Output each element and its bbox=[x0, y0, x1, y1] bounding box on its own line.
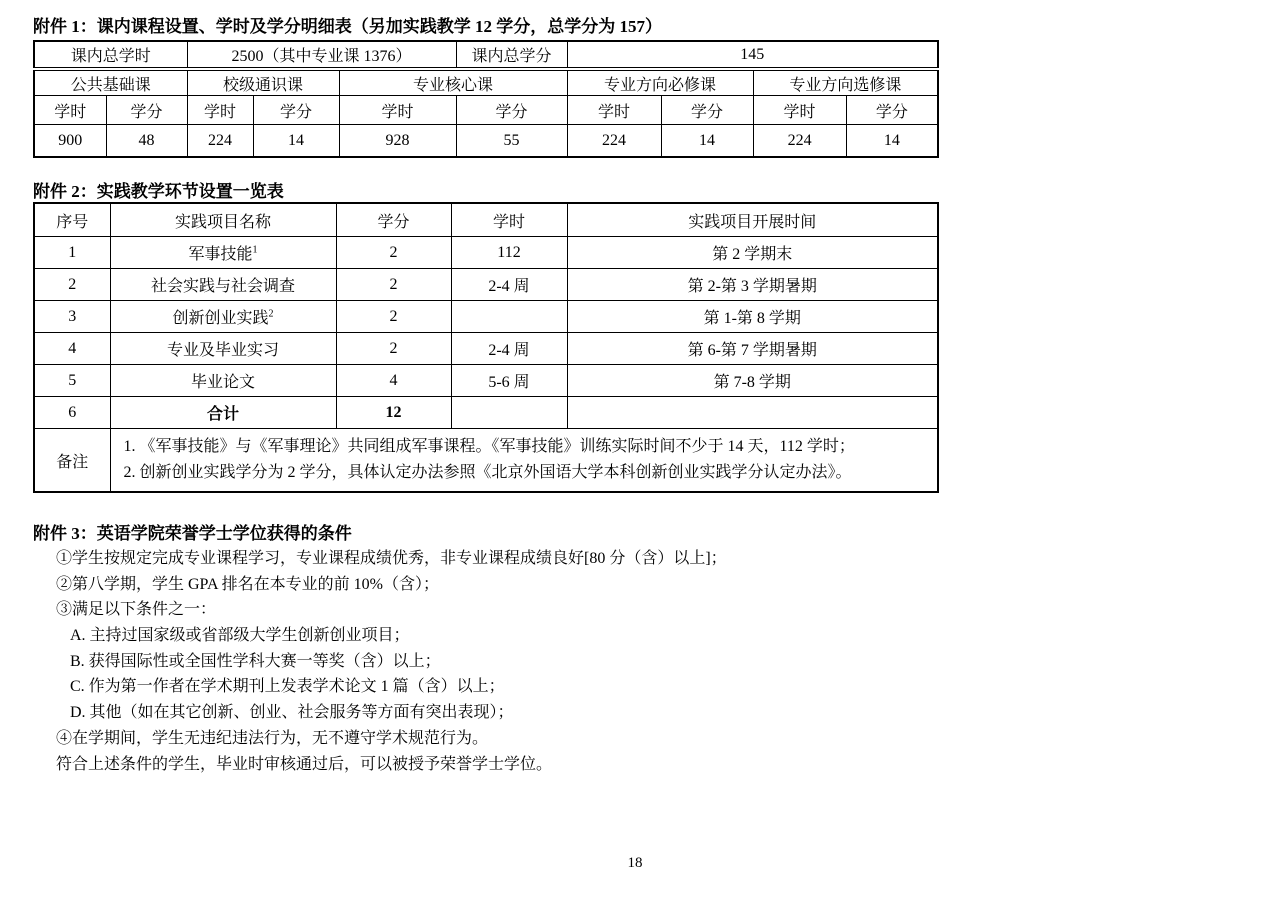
remark-row bbox=[34, 429, 938, 493]
project-name: 毕业论文 bbox=[190, 374, 255, 391]
header-cell: 学分 bbox=[336, 203, 451, 237]
appendix2-title: 附件 2：实践教学环节设置一览表 bbox=[33, 182, 284, 201]
group-header-cell: 校级通识课 bbox=[187, 71, 339, 96]
hours-cell bbox=[451, 301, 567, 333]
no-cell: 1 bbox=[34, 237, 110, 269]
table-row bbox=[34, 365, 938, 397]
header-cell: 序号 bbox=[34, 203, 110, 237]
name-cell bbox=[110, 269, 336, 301]
credits-value-cell: 55 bbox=[456, 125, 567, 158]
footnote-marker: 1 bbox=[252, 244, 258, 256]
group-header-cell: 专业核心课 bbox=[339, 71, 567, 96]
credits-cell: 2 bbox=[336, 237, 451, 269]
name-cell bbox=[110, 333, 336, 365]
hours-cell bbox=[451, 397, 567, 429]
credits-value-cell: 14 bbox=[846, 125, 938, 158]
time-cell bbox=[567, 397, 938, 429]
credits-header-cell: 学分 bbox=[661, 96, 753, 125]
header-cell: 实践项目开展时间 bbox=[567, 203, 938, 237]
credits-header-cell: 学分 bbox=[846, 96, 938, 125]
appendix3-title: 附件 3：英语学院荣誉学士学位获得的条件 bbox=[33, 524, 352, 543]
subheader-row bbox=[34, 96, 938, 125]
honor-degree-conditions bbox=[56, 546, 727, 777]
hours-header-cell: 学时 bbox=[187, 96, 253, 125]
condition-subline: D. 其他（如在其它创新、创业、社会服务等方面有突出表现）； bbox=[70, 704, 514, 722]
condition-subline: B. 获得国际性或全国性学科大赛一等奖（含）以上； bbox=[70, 652, 441, 670]
group-header-cell: 专业方向必修课 bbox=[567, 71, 753, 96]
time-cell: 第 6-第 7 学期暑期 bbox=[567, 333, 938, 365]
credits-value-cell: 48 bbox=[106, 125, 187, 158]
page-number: 18 bbox=[627, 855, 643, 871]
table-row bbox=[34, 333, 938, 365]
footnote-marker: 2 bbox=[268, 308, 274, 320]
condition-line: 符合上述条件的学生，毕业时审核通过后，可以被授予荣誉学士学位。 bbox=[56, 755, 553, 773]
hours-cell: 2-4 周 bbox=[451, 269, 567, 301]
credits-value-cell: 14 bbox=[253, 125, 339, 158]
total-row bbox=[34, 397, 938, 429]
no-cell: 2 bbox=[34, 269, 110, 301]
project-name: 社会实践与社会调查 bbox=[150, 278, 295, 295]
hours-cell: 5-6 周 bbox=[451, 365, 567, 397]
summary-row bbox=[34, 41, 938, 68]
time-cell: 第 2 学期末 bbox=[567, 237, 938, 269]
hours-header-cell: 学时 bbox=[753, 96, 846, 125]
group-header-cell: 公共基础课 bbox=[34, 71, 187, 96]
time-cell: 第 7-8 学期 bbox=[567, 365, 938, 397]
table-row bbox=[34, 301, 938, 333]
time-cell: 第 2-第 3 学期暑期 bbox=[567, 269, 938, 301]
hours-header-cell: 学时 bbox=[34, 96, 106, 125]
total-credits-label-cell: 课内总学分 bbox=[456, 41, 567, 68]
course-detail-table bbox=[33, 70, 939, 158]
hours-value-cell: 928 bbox=[339, 125, 456, 158]
name-cell bbox=[110, 365, 336, 397]
condition-line: ③满足以下条件之一： bbox=[56, 601, 217, 619]
total-credits-value-cell: 145 bbox=[567, 41, 938, 68]
project-name: 军事技能 bbox=[188, 246, 253, 263]
hours-value-cell: 900 bbox=[34, 125, 106, 158]
header-cell: 学时 bbox=[451, 203, 567, 237]
credits-cell: 2 bbox=[336, 301, 451, 333]
remark-label-cell: 备注 bbox=[34, 429, 110, 493]
hours-value-cell: 224 bbox=[753, 125, 846, 158]
total-label-cell: 合计 bbox=[110, 397, 336, 429]
credits-cell: 4 bbox=[336, 365, 451, 397]
no-cell: 3 bbox=[34, 301, 110, 333]
practice-table bbox=[33, 202, 939, 493]
condition-line: ②第八学期，学生 GPA 排名在本专业的前 10%（含）； bbox=[56, 575, 439, 593]
remark-line: 1. 《军事技能》与《军事理论》共同组成军事课程。《军事技能》训练实际时间不少于 14 天，112 学时； bbox=[123, 438, 855, 455]
table-row bbox=[34, 269, 938, 301]
credits-cell: 2 bbox=[336, 269, 451, 301]
course-summary-table bbox=[33, 40, 939, 68]
hours-header-cell: 学时 bbox=[339, 96, 456, 125]
credits-value-cell: 14 bbox=[661, 125, 753, 158]
name-cell bbox=[110, 237, 336, 269]
project-name: 专业及毕业实习 bbox=[166, 342, 279, 359]
credits-header-cell: 学分 bbox=[106, 96, 187, 125]
table-row bbox=[34, 237, 938, 269]
total-credits-cell: 12 bbox=[336, 397, 451, 429]
total-hours-label-cell: 课内总学时 bbox=[34, 41, 187, 68]
remark-content-cell bbox=[110, 429, 938, 493]
condition-line: ①学生按规定完成专业课程学习，专业课程成绩优秀，非专业课程成绩良好[80 分（含）以上]； bbox=[56, 550, 727, 567]
total-hours-value-cell: 2500（其中专业课 1376） bbox=[187, 41, 456, 68]
credits-header-cell: 学分 bbox=[456, 96, 567, 125]
hours-header-cell: 学时 bbox=[567, 96, 661, 125]
condition-line: ④在学期间，学生无违纪违法行为，无不遵守学术规范行为。 bbox=[56, 729, 489, 747]
header-cell: 实践项目名称 bbox=[110, 203, 336, 237]
practice-header-row bbox=[34, 203, 938, 237]
hours-cell: 2-4 周 bbox=[451, 333, 567, 365]
no-cell: 5 bbox=[34, 365, 110, 397]
appendix1-title: 附件 1：课内课程设置、学时及学分明细表（另加实践教学 12 学分，总学分为 157） bbox=[33, 17, 662, 36]
hours-cell: 112 bbox=[451, 237, 567, 269]
credits-header-cell: 学分 bbox=[253, 96, 339, 125]
remark-line: 2. 创新创业实践学分为 2 学分，具体认定办法参照《北京外国语大学本科创新创业实践学分认定办法》。 bbox=[123, 464, 852, 481]
name-cell bbox=[110, 301, 336, 333]
project-name: 创新创业实践 bbox=[172, 310, 269, 327]
values-row bbox=[34, 125, 938, 158]
hours-value-cell: 224 bbox=[567, 125, 661, 158]
credits-cell: 2 bbox=[336, 333, 451, 365]
group-header-cell: 专业方向选修课 bbox=[753, 71, 938, 96]
hours-value-cell: 224 bbox=[187, 125, 253, 158]
condition-subline: A. 主持过国家级或省部级大学生创新创业项目； bbox=[70, 627, 410, 645]
time-cell: 第 1-第 8 学期 bbox=[567, 301, 938, 333]
no-cell: 4 bbox=[34, 333, 110, 365]
condition-subline: C. 作为第一作者在学术期刊上发表学术论文 1 篇（含）以上； bbox=[70, 678, 505, 696]
group-header-row bbox=[34, 71, 938, 96]
no-cell: 6 bbox=[34, 397, 110, 429]
